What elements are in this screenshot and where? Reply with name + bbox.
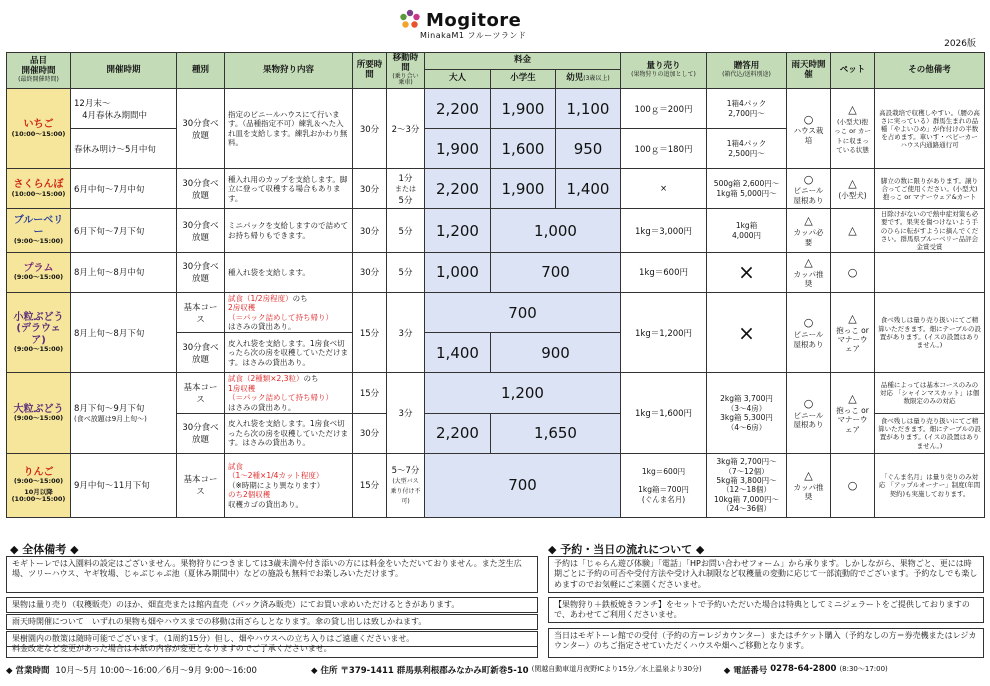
move-cell: 5〜7分 (大型バス乗り付け不可) [387, 453, 425, 517]
price-infant: 1,100 [556, 89, 621, 129]
address-label: ◆ 住所 [310, 666, 338, 676]
col-child: 小学生 [491, 69, 556, 88]
reserve-title: ◆ 予約・当日の流れについて ◆ [548, 543, 705, 556]
reserve-2: 【果物狩り＋鉄板焼きランチ】をセットで予約いただいた場合は特典としてミニジェラートをご提供しておりますので、あわせてご利用くださいませ。 [548, 597, 984, 623]
col-fruit: 品目 開催時間 (最終開催時間) [7, 53, 71, 89]
rain-cell: △ カッパ推奨 [787, 252, 831, 292]
col-move: 移動時間 (乗り合い乗車) [387, 53, 425, 89]
content-cell: 種入れ袋を支給します。 [225, 252, 353, 292]
col-adult: 大人 [425, 69, 491, 88]
col-type: 種別 [177, 53, 225, 89]
fruit-apple: りんご (9:00〜15:00) 10月以降 (10:00〜15:00) [7, 453, 71, 517]
gift-cell: 3kg箱 2,700円〜 （7〜12個） 5kg箱 3,800円〜 （12〜18個） 10kg箱 7,000円〜 （24〜36個） [707, 453, 787, 517]
tel-label: ◆ 電話番号 [723, 666, 768, 676]
table-row [7, 453, 985, 517]
col-time: 所要時間 [353, 53, 387, 89]
price-child: 1,900 [491, 169, 556, 209]
period-cell: 6月中旬〜7月中旬 [71, 169, 177, 209]
price-adult: 2,200 [425, 413, 491, 453]
other-cell: 「ぐんま名月」は量り売りのみ対応 「アップルオーナー」制度(年間契約)も実施しております。 [875, 453, 985, 517]
price-child: 1,900 [491, 89, 556, 129]
gift-cell: × [707, 292, 787, 373]
price-infant: 950 [556, 129, 621, 169]
type-cell: 30分食べ放題 [177, 413, 225, 453]
move-cell: 3分 [387, 373, 425, 454]
tel-hours: (8:30〜17:00) [839, 665, 888, 673]
price-basic: 700 [425, 453, 621, 517]
price-adult: 1,000 [425, 252, 491, 292]
weight-cell: 1kg＝3,000円 [621, 209, 707, 253]
table-row [7, 292, 985, 333]
rain-cell: ○ ハウス栽培 [787, 89, 831, 169]
price-adult: 1,200 [425, 209, 491, 253]
gift-cell: 1箱4パック 2,500円〜 [707, 129, 787, 169]
page-header [0, 0, 990, 52]
rain-cell: △ カッパ必要 [787, 209, 831, 253]
content-cell: 試食 （1〜2種×1/4カット程度） （※時期により異なります） のち2個収穫 収穫カゴの貸出あり。 [225, 453, 353, 517]
period-cell: 8月下旬〜9月下旬 (食べ放題は9月上旬〜) [71, 373, 177, 454]
type-cell: 30分食べ放題 [177, 169, 225, 209]
pet-cell: △ (小型犬) [831, 169, 875, 209]
other-cell: 品種によっては基本コースのみの対応 「シャインマスカット」は個数限定のみの対応 [875, 373, 985, 414]
gift-cell: 1箱4パック 2,700円〜 [707, 89, 787, 129]
table-row [7, 373, 985, 414]
time-cell: 30分 [353, 413, 387, 453]
content-cell: 皮入れ袋を支給します。1房食べ切ったら次の房を収穫していただけます。はさみの貸出あり。 [225, 413, 353, 453]
fruit-grape-small: 小粒ぶどう (デラウェア) (9:00〜15:00) [7, 292, 71, 373]
price-basic: 700 [425, 292, 621, 333]
rain-cell: ○ ビニール屋根あり [787, 373, 831, 454]
col-period: 開催時期 [71, 53, 177, 89]
other-cell: 日除けがないので熱中症対策も必要です。果実を傷つけないよう手のひらに転がすように摘んでください。群馬県ブルーベリー品評会金賞受賞 [875, 209, 985, 253]
weight-cell: 1kg＝600円 1kg箱＝700円 (ぐんま名月) [621, 453, 707, 517]
col-weight: 量り売り (果物狩りの追加として) [621, 53, 707, 89]
period-cell: 12月末〜 4月春休み期間中 [71, 89, 177, 129]
logo [398, 8, 521, 32]
price-table [6, 52, 985, 518]
other-cell: 食べ残しは量り売り扱いにてご精算いただきます。畑にテーブルの設置があります。(イスの設置はありません。) [875, 413, 985, 453]
type-cell: 30分食べ放題 [177, 89, 225, 169]
col-rain: 雨天時開催 [787, 53, 831, 89]
other-cell: 脚立の数に限りがあります。譲り合ってご使用ください。(小型犬) 抱っこ or マナーウェア&カート [875, 169, 985, 209]
content-cell: 試食（1/2房程度）のち 2房収穫 （＝パック詰めして持ち帰り） はさみの貸出あり。 [225, 292, 353, 333]
period-cell: 8月上旬〜8月下旬 [71, 292, 177, 373]
move-cell: 1分 または 5分 [387, 169, 425, 209]
col-gift: 贈答用 (箱代込/送料別途) [707, 53, 787, 89]
table-row [7, 89, 985, 129]
price-child: 1,000 [491, 209, 621, 253]
other-cell [875, 252, 985, 292]
price-adult: 1,400 [425, 333, 491, 373]
col-pet: ペット [831, 53, 875, 89]
pet-cell: △ [831, 209, 875, 253]
content-cell: 種入れ用のカップを支給します。脚立に登って収穫する場合もあります。 [225, 169, 353, 209]
type-cell: 30分食べ放題 [177, 252, 225, 292]
note-4: 果樹園内の散策は随時可能でございます。（1周約15分）但し、畑やハウスへの立ち入りはご遠慮くださいませ。 [6, 631, 538, 647]
fruit-grape-large: 大粒ぶどう (9:00〜15:00) [7, 373, 71, 454]
period-cell: 春休み明け〜5月中旬 [71, 129, 177, 169]
content-cell: ミニパックを支給しますので詰めてお持ち帰りもできます。 [225, 209, 353, 253]
table-row [7, 252, 985, 292]
gift-cell: × [707, 252, 787, 292]
price-adult: 2,200 [425, 169, 491, 209]
hours-label: ◆ 営業時間 [6, 666, 50, 676]
address: 〒379-1411 群馬県利根郡みなかみ町新巻5-10 [340, 666, 529, 676]
move-cell: 3分 [387, 292, 425, 373]
table-row [7, 169, 985, 209]
period-cell: 6月下旬〜7月下旬 [71, 209, 177, 253]
hours: 10月〜5月 10:00〜16:00／6月〜9月 9:00〜16:00 [55, 666, 257, 676]
weight-cell: × [621, 169, 707, 209]
reserve-1: 予約は「じゃらん遊び体験」「電話」「HPお問い合わせフォーム」から承ります。しかしながら、果物ごと、更には時期ごとに予約の可否や受付方法や受け入れ制限など収穫量の変動に応じて一部流動的でございます。予約なしでも楽しめますのでお気軽にご来園くださいませ。 [548, 556, 984, 593]
weight-cell: 1kg＝1,600円 [621, 373, 707, 454]
price-adult: 1,900 [425, 129, 491, 169]
type-cell: 30分食べ放題 [177, 209, 225, 253]
note-5: 料金改定など変更があった場合は本紙の内容が変更となりますのでご了承くださいませ。 [6, 642, 538, 658]
pet-cell: ○ [831, 252, 875, 292]
gift-cell: 1kg箱 4,000円 [707, 209, 787, 253]
type-cell: 基本コース [177, 453, 225, 517]
period-cell: 9月中旬〜11月下旬 [71, 453, 177, 517]
col-fee: 料金 [425, 53, 621, 70]
time-cell: 15分 [353, 453, 387, 517]
price-child: 700 [491, 252, 621, 292]
brand-name: Mogitore [426, 9, 522, 31]
price-adult: 2,200 [425, 89, 491, 129]
time-cell: 15分 [353, 292, 387, 373]
time-cell: 15分 [353, 373, 387, 414]
weight-cell: 100ｇ＝200円 [621, 89, 707, 129]
price-child: 1,650 [491, 413, 621, 453]
col-infant: 幼児(3歳以上) [556, 69, 621, 88]
fruit-cherry: さくらんぼ (10:00〜15:00) [7, 169, 71, 209]
type-cell: 基本コース [177, 292, 225, 333]
table-row [7, 209, 985, 253]
time-cell: 30分 [353, 169, 387, 209]
price-child: 900 [491, 333, 621, 373]
tel: 0278-64-2800 [770, 664, 837, 674]
footer [6, 664, 984, 676]
content-cell: 試食（2種類×2,3粒）のち 1房収穫 （＝パック詰めして持ち帰り） はさみの貸出あり。 [225, 373, 353, 414]
weight-cell: 1kg＝600円 [621, 252, 707, 292]
time-cell: 30分 [353, 89, 387, 169]
flower-logo-icon [398, 8, 422, 32]
rain-cell: ○ ビニール屋根あり [787, 292, 831, 373]
move-cell: 5分 [387, 209, 425, 253]
gift-cell: 2kg箱 3,700円 （3〜4房） 3kg箱 5,300円 （4〜6房） [707, 373, 787, 454]
address-note: (関越自動車道月夜野ICより15分／水上温泉より30分) [531, 665, 702, 673]
note-1: モギトーレでは入園料の設定はございません。果物狩りにつきましては3歳未満や付き添いの方には料金をいただいておりません。また芝生広場、ツリーハウス、ヤギ牧場、じゃぶじゃぶ池（夏休み期間中）などの施設も無料でお楽しみいただけます。 [6, 556, 538, 593]
notes-title: ◆ 全体備考 ◆ [10, 543, 79, 556]
time-cell: 30分 [353, 252, 387, 292]
pet-cell: △ (小型犬)抱っこ or カートに収まっている状態 [831, 89, 875, 169]
move-cell: 2〜3分 [387, 89, 425, 169]
reserve-3: 当日はモギトーレ館での受付（予約の方＝レジカウンター）またはチケット購入（予約なしの方＝券売機またはレジカウンター）のちご指定させていただくハウスや畑へご移動となります。 [548, 628, 984, 658]
col-other: その他備考 [875, 53, 985, 89]
other-cell: 高設栽培で収穫しやすい。（腰の高さに実っている）群馬生まれの品種「やよいひめ」が作付けの半数を占めます。車いす・ベビーカー ハウス内通路通行可 [875, 89, 985, 169]
note-3: 雨天時開催について いずれの果物も畑やハウスまでの移動は雨ざらしとなります。傘の貸し出しは致しかねます。 [6, 614, 538, 630]
edition-label: 2026版 [944, 39, 976, 49]
other-cell: 食べ残しは量り売り扱いにてご精算いただきます。畑にテーブルの設置があります。(イスの設置はありません。) [875, 292, 985, 373]
rain-cell: △ カッパ推奨 [787, 453, 831, 517]
col-content: 果物狩り内容 [225, 53, 353, 89]
weight-cell: 1kg＝1,200円 [621, 292, 707, 373]
price-child: 1,600 [491, 129, 556, 169]
time-cell: 30分 [353, 209, 387, 253]
pet-cell: ○ [831, 453, 875, 517]
pet-cell: △ 抱っこ or マナーウェア [831, 373, 875, 454]
move-cell: 5分 [387, 252, 425, 292]
price-infant: 1,400 [556, 169, 621, 209]
fruit-plum: プラム (9:00〜15:00) [7, 252, 71, 292]
brand-sub: MinakaM1 フルーツランド [420, 31, 527, 40]
rain-cell: ○ ビニール屋根あり [787, 169, 831, 209]
gift-cell: 500g箱 2,600円〜 1kg箱 5,000円〜 [707, 169, 787, 209]
fruit-blueberry: ブルーベリー (9:00〜15:00) [7, 209, 71, 253]
period-cell: 8月上旬〜8月中旬 [71, 252, 177, 292]
price-basic: 1,200 [425, 373, 621, 414]
weight-cell: 100ｇ＝180円 [621, 129, 707, 169]
type-cell: 基本コース [177, 373, 225, 414]
content-cell: 皮入れ袋を支給します。1房食べ切ったら次の房を収穫していただけます。はさみの貸出あり。 [225, 333, 353, 373]
type-cell: 30分食べ放題 [177, 333, 225, 373]
fruit-strawberry: いちご (10:00〜15:00) [7, 89, 71, 169]
pet-cell: △ 抱っこ or マナーウェア [831, 292, 875, 373]
content-cell: 指定のビニールハウスにて行います。（品種指定不可）練乳＆へた入れ皿を支給します。練乳おかわり無料。 [225, 89, 353, 169]
note-2: 果物は量り売り（収穫販売）のほか、畑直売または館内直売（パック済み販売）にてお買い求めいただけるときがあります。 [6, 597, 538, 613]
